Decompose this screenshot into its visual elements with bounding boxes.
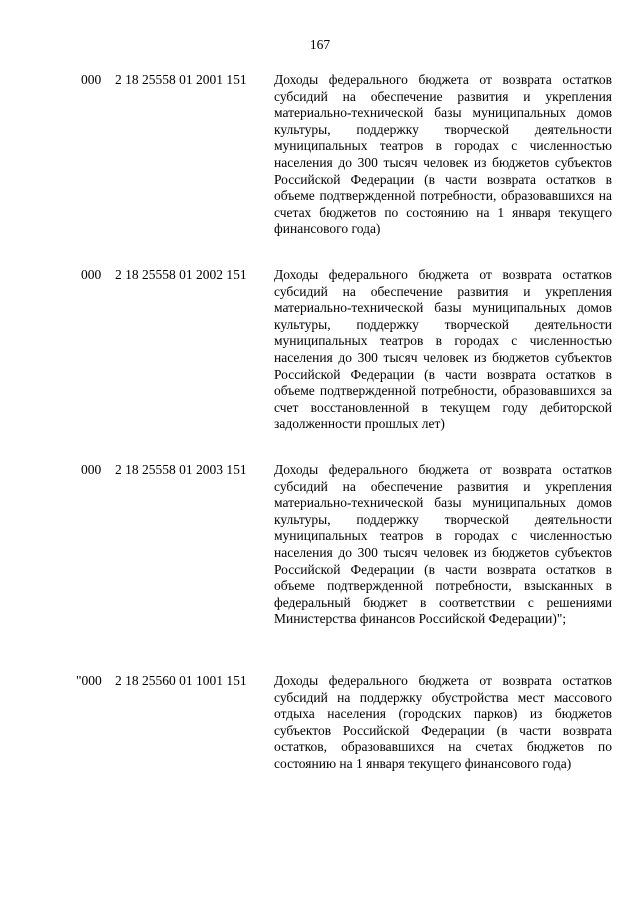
admin-code: 000	[81, 462, 102, 477]
budget-classification-code: 2 18 25558 01 2001 151	[115, 72, 247, 87]
budget-classification-code: 2 18 25560 01 1001 151	[115, 673, 247, 688]
admin-code: 000	[81, 72, 102, 87]
entry-description: Доходы федерального бюджета от возврата остатков субсидий на обеспечение развития и укрепления материально-технической базы муниципальных домов культуры, поддержку творческой деятельности муниципальных театров в городах с численностью населения до 300 тысяч человек из бюджетов субъектов Российской Федерации (в части возврата остатков в объеме подтвержденной потребности, образовавшихся на счетах бюджетов по состоянию на 1 января текущего финансового года)	[274, 72, 612, 237]
admin-code: 000	[81, 267, 102, 282]
entry-description: Доходы федерального бюджета от возврата остатков субсидий на поддержку обустройства мест массового отдыха населения (городских парков) из бюджетов субъектов Российской Федерации (в части возврата остатков, образовавшихся на счетах бюджетов по состоянию на 1 января текущего финансового года)	[274, 673, 612, 771]
budget-classification-code: 2 18 25558 01 2002 151	[115, 267, 247, 282]
entry-description: Доходы федерального бюджета от возврата остатков субсидий на обеспечение развития и укрепления материально-технической базы муниципальных домов культуры, поддержку творческой деятельности муниципальных театров в городах с численностью населения до 300 тысяч человек из бюджетов субъектов Российской Федерации (в части возврата остатков в объеме подтвержденной потребности, образовавшихся за счет восстановленной в текущем году дебиторской задолженности прошлых лет)	[274, 267, 612, 432]
budget-classification-code: 2 18 25558 01 2003 151	[115, 462, 247, 477]
page-number: 167	[309, 37, 331, 52]
entry-description: Доходы федерального бюджета от возврата остатков субсидий на обеспечение развития и укрепления материально-технической базы муниципальных домов культуры, поддержку творческой деятельности муниципальных театров в городах с численностью населения до 300 тысяч человек из бюджетов субъектов Российской Федерации (в части возврата остатков в объеме подтвержденной потребности, взысканных в федеральный бюджет в соответствии с решениями Министерства финансов Российской Федерации)";	[274, 462, 612, 627]
admin-code: "000	[76, 673, 102, 688]
